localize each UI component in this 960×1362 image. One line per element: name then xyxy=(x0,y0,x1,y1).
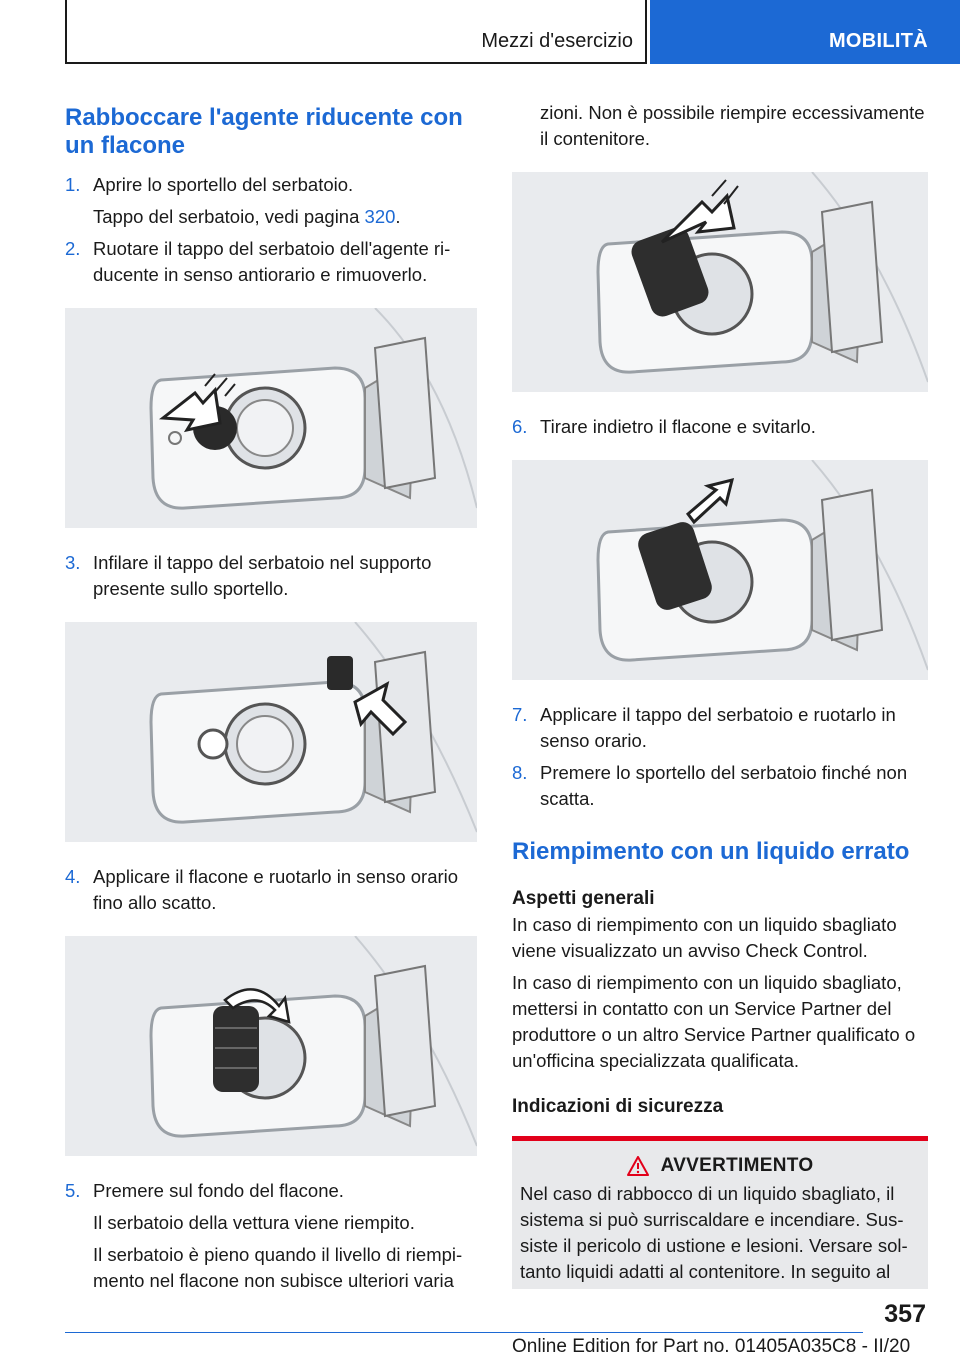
step-4 xyxy=(65,864,477,916)
step-number: 4. xyxy=(65,866,81,887)
right-column xyxy=(512,100,928,1289)
header-section-tab xyxy=(65,0,647,64)
step-number: 6. xyxy=(512,416,528,437)
warning-triangle-icon xyxy=(627,1156,649,1176)
warning-header xyxy=(520,1155,920,1177)
step-1 xyxy=(65,172,477,198)
step-number: 8. xyxy=(512,762,528,783)
paragraph: In caso di riempimento con un liquido sbagliato, mettersi in contatto con un Service Partner del produttore o un altro Service Partner qualificato o un'officina specializzata qualificata. xyxy=(512,972,916,1071)
figure-bottle-pressed xyxy=(512,172,928,392)
page-reference-link[interactable]: 320 xyxy=(364,206,396,227)
paragraph: In caso di riempimento con un liquido sbagliato viene visualizzato un avviso Check Control. xyxy=(512,914,897,961)
figure-pull-back-bottle xyxy=(512,460,928,680)
fuel-flap-illustration xyxy=(512,172,928,392)
step-note-end: . xyxy=(395,206,401,227)
fuel-flap-illustration xyxy=(65,622,477,842)
figure-attach-bottle xyxy=(65,936,477,1156)
step-3 xyxy=(65,550,477,602)
step-1-note xyxy=(65,204,477,230)
warning-box xyxy=(512,1136,928,1289)
step-number: 2. xyxy=(65,238,81,259)
step-number: 7. xyxy=(512,704,528,725)
step-text: Applicare il tappo del serbatoio e ruotarlo in senso orario. xyxy=(540,704,896,751)
fuel-flap-illustration xyxy=(65,308,477,528)
page-number: 357 xyxy=(884,1300,926,1328)
step-number: 3. xyxy=(65,552,81,573)
warning-text: Nel caso di rabbocco di un liquido sbagliato, il sistema si può surriscaldare e incendiare. Sussiste il pericolo di ustione e lesioni. Versare soltanto liquidi adatti al contenitore. In seguito al xyxy=(520,1183,908,1282)
step-6 xyxy=(512,414,928,440)
step-text: Tirare indietro il flacone e svitarlo. xyxy=(540,416,816,437)
subheading-general: Aspetti generali xyxy=(512,888,655,909)
step-7 xyxy=(512,702,928,754)
figure-insert-cap-holder xyxy=(65,622,477,842)
footer-divider xyxy=(65,1332,863,1333)
step-text: Ruotare il tappo del serbatoio dell'agente riducente in senso antiorario e rimuoverlo. xyxy=(93,238,451,285)
header-chapter-label: MOBILITÀ xyxy=(828,30,928,52)
step-note-text: Tappo del serbatoio, vedi pagina xyxy=(93,206,365,227)
step-number: 1. xyxy=(65,174,81,195)
step-number: 5. xyxy=(65,1180,81,1201)
step-text: Applicare il flacone e ruotarlo in senso orario fino allo scatto. xyxy=(93,866,459,913)
header-chapter-tab xyxy=(650,0,960,64)
header-section-label: Mezzi d'esercizio xyxy=(481,30,633,52)
step-5 xyxy=(65,1178,477,1204)
step-5-note: Il serbatoio è pieno quando il livello di riempimento nel flacone non subisce ulteriori varia xyxy=(93,1244,463,1291)
step-2 xyxy=(65,236,477,288)
step-5-continuation: zioni. Non è possibile riempire eccessivamente il contenitore. xyxy=(540,102,925,149)
step-text: Premere lo sportello del serbatoio finché non scatta. xyxy=(540,762,908,809)
section-title-wrong-liquid: Riempimento con un liquido errato xyxy=(512,838,910,865)
step-text: Premere sul fondo del flacone. xyxy=(93,1180,344,1201)
left-column xyxy=(65,100,477,1294)
step-8 xyxy=(512,760,928,812)
section-title-refill: Rabboccare l'agente riducente con un flacone xyxy=(65,104,463,159)
footer-edition: Online Edition for Part no. 01405A035C8 - II/20 xyxy=(512,1336,911,1357)
warning-title: AVVERTIMENTO xyxy=(660,1155,814,1176)
step-5-note: Il serbatoio della vettura viene riempito. xyxy=(93,1212,415,1233)
figure-remove-cap xyxy=(65,308,477,528)
fuel-flap-illustration xyxy=(65,936,477,1156)
step-text: Aprire lo sportello del serbatoio. xyxy=(93,174,354,195)
step-text: Infilare il tappo del serbatoio nel supporto presente sullo sportello. xyxy=(93,552,432,599)
subheading-safety: Indicazioni di sicurezza xyxy=(512,1096,724,1117)
fuel-flap-illustration xyxy=(512,460,928,680)
